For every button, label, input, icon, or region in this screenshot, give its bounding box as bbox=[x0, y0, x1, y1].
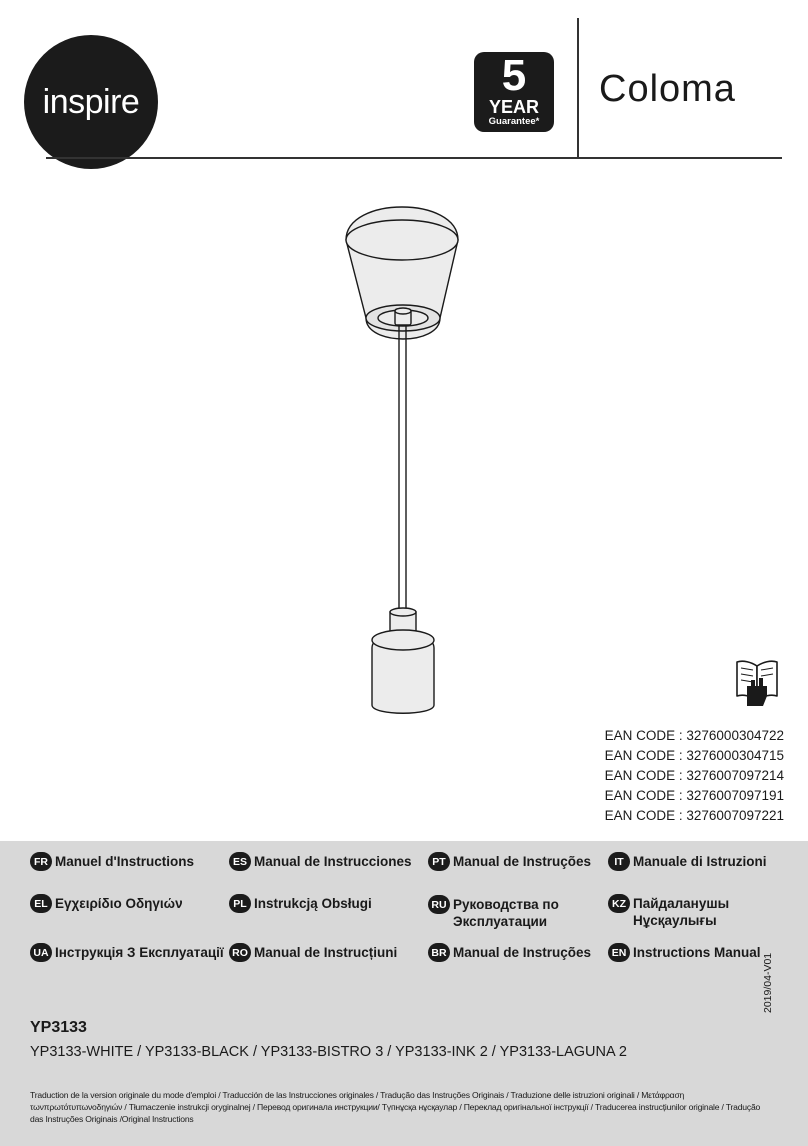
language-label: Manuel d'Instructions bbox=[55, 854, 194, 869]
language-en bbox=[608, 944, 761, 962]
language-ru bbox=[428, 896, 568, 930]
brand-logo-text: inspire bbox=[42, 82, 140, 121]
ean-label: EAN CODE bbox=[604, 728, 676, 743]
language-pl bbox=[229, 895, 372, 913]
language-label: Manual de Instruções bbox=[453, 854, 592, 869]
language-es bbox=[229, 853, 412, 871]
version-date: 2019/04-V01 bbox=[762, 952, 774, 1013]
language-label: Εγχειρίδιο Οδηγιών bbox=[55, 896, 183, 911]
language-code-badge: IT bbox=[608, 852, 630, 871]
language-ro bbox=[229, 944, 397, 962]
language-code-badge: RO bbox=[229, 943, 251, 962]
ean-label: EAN CODE bbox=[604, 768, 676, 783]
language-code-badge: UA bbox=[30, 943, 52, 962]
language-it bbox=[608, 853, 767, 871]
language-code-badge: ES bbox=[229, 852, 251, 871]
guarantee-number: 5 bbox=[501, 51, 527, 100]
guarantee-year: YEAR bbox=[488, 97, 539, 117]
language-code-badge: FR bbox=[30, 852, 52, 871]
language-code-badge: BR bbox=[428, 943, 450, 962]
model-number: YP3133 bbox=[30, 1019, 87, 1036]
language-label: Manual de Instruções bbox=[453, 945, 592, 960]
guarantee-label: Guarantee* bbox=[488, 116, 540, 127]
ean-line: EAN CODE : 3276000304715 bbox=[604, 748, 784, 763]
language-ua bbox=[30, 944, 224, 962]
language-kz bbox=[608, 895, 808, 929]
language-code-badge: PL bbox=[229, 894, 251, 913]
ean-label: EAN CODE bbox=[604, 808, 676, 823]
language-fr bbox=[30, 853, 194, 871]
language-code-badge: EL bbox=[30, 894, 52, 913]
language-label: Instrukcją Obsługi bbox=[254, 896, 372, 911]
language-code-badge: PT bbox=[428, 852, 450, 871]
language-code-badge: RU bbox=[428, 895, 450, 914]
language-label: Інструкція З Експлуатації bbox=[55, 945, 224, 960]
ean-value: 3276007097214 bbox=[686, 768, 784, 783]
ean-value: 3276007097221 bbox=[686, 808, 784, 823]
language-label: Пайдаланушы Нұсқаулығы bbox=[633, 896, 730, 928]
language-el bbox=[30, 895, 183, 913]
ean-label: EAN CODE bbox=[604, 748, 676, 763]
ean-value: 3276007097191 bbox=[686, 788, 784, 803]
ean-line: EAN CODE : 3276007097191 bbox=[604, 788, 784, 803]
read-manual-icon bbox=[733, 656, 781, 710]
language-label: Руководства по Эксплуатации bbox=[453, 897, 559, 929]
ean-line: EAN CODE : 3276007097221 bbox=[604, 808, 784, 823]
ean-line: EAN CODE : 3276000304722 bbox=[604, 728, 784, 743]
language-label: Instructions Manual bbox=[633, 945, 761, 960]
translation-note: Traduction de la version originale du mode d'emploi / Traducción de las Instrucciones originales / Tradução das Instruções Originais / Traduzione delle istruzioni originali / Μετάφραση τωνπρωτότυπωνοδηγιών / Tłumaczenie instrukcji oryginalnej / Перевод оригинала инструкции/ Түпнұсқа нұсқаулар / Переклад оригінальної інструкції / Traducerea instrucțiunilor originale / Tradução das Instruções Originais /Original Instructions bbox=[30, 1090, 761, 1124]
language-label: Manuale di Istruzioni bbox=[633, 854, 767, 869]
ean-line: EAN CODE : 3276007097214 bbox=[604, 768, 784, 783]
language-code-badge: EN bbox=[608, 943, 630, 962]
language-code-badge: KZ bbox=[608, 894, 630, 913]
language-pt bbox=[428, 853, 591, 871]
ean-label: EAN CODE bbox=[604, 788, 676, 803]
model-variants: YP3133-WHITE / YP3133-BLACK / YP3133-BISTRO 3 / YP3133-INK 2 / YP3133-LAGUNA 2 bbox=[30, 1044, 627, 1060]
ean-code-list bbox=[605, 726, 784, 826]
ean-value: 3276000304715 bbox=[686, 748, 784, 763]
ean-value: 3276000304722 bbox=[686, 728, 784, 743]
product-title: Coloma bbox=[599, 68, 736, 110]
language-label: Manual de Instrucciones bbox=[254, 854, 412, 869]
language-br bbox=[428, 944, 591, 962]
language-label: Manual de Instrucțiuni bbox=[254, 945, 398, 960]
